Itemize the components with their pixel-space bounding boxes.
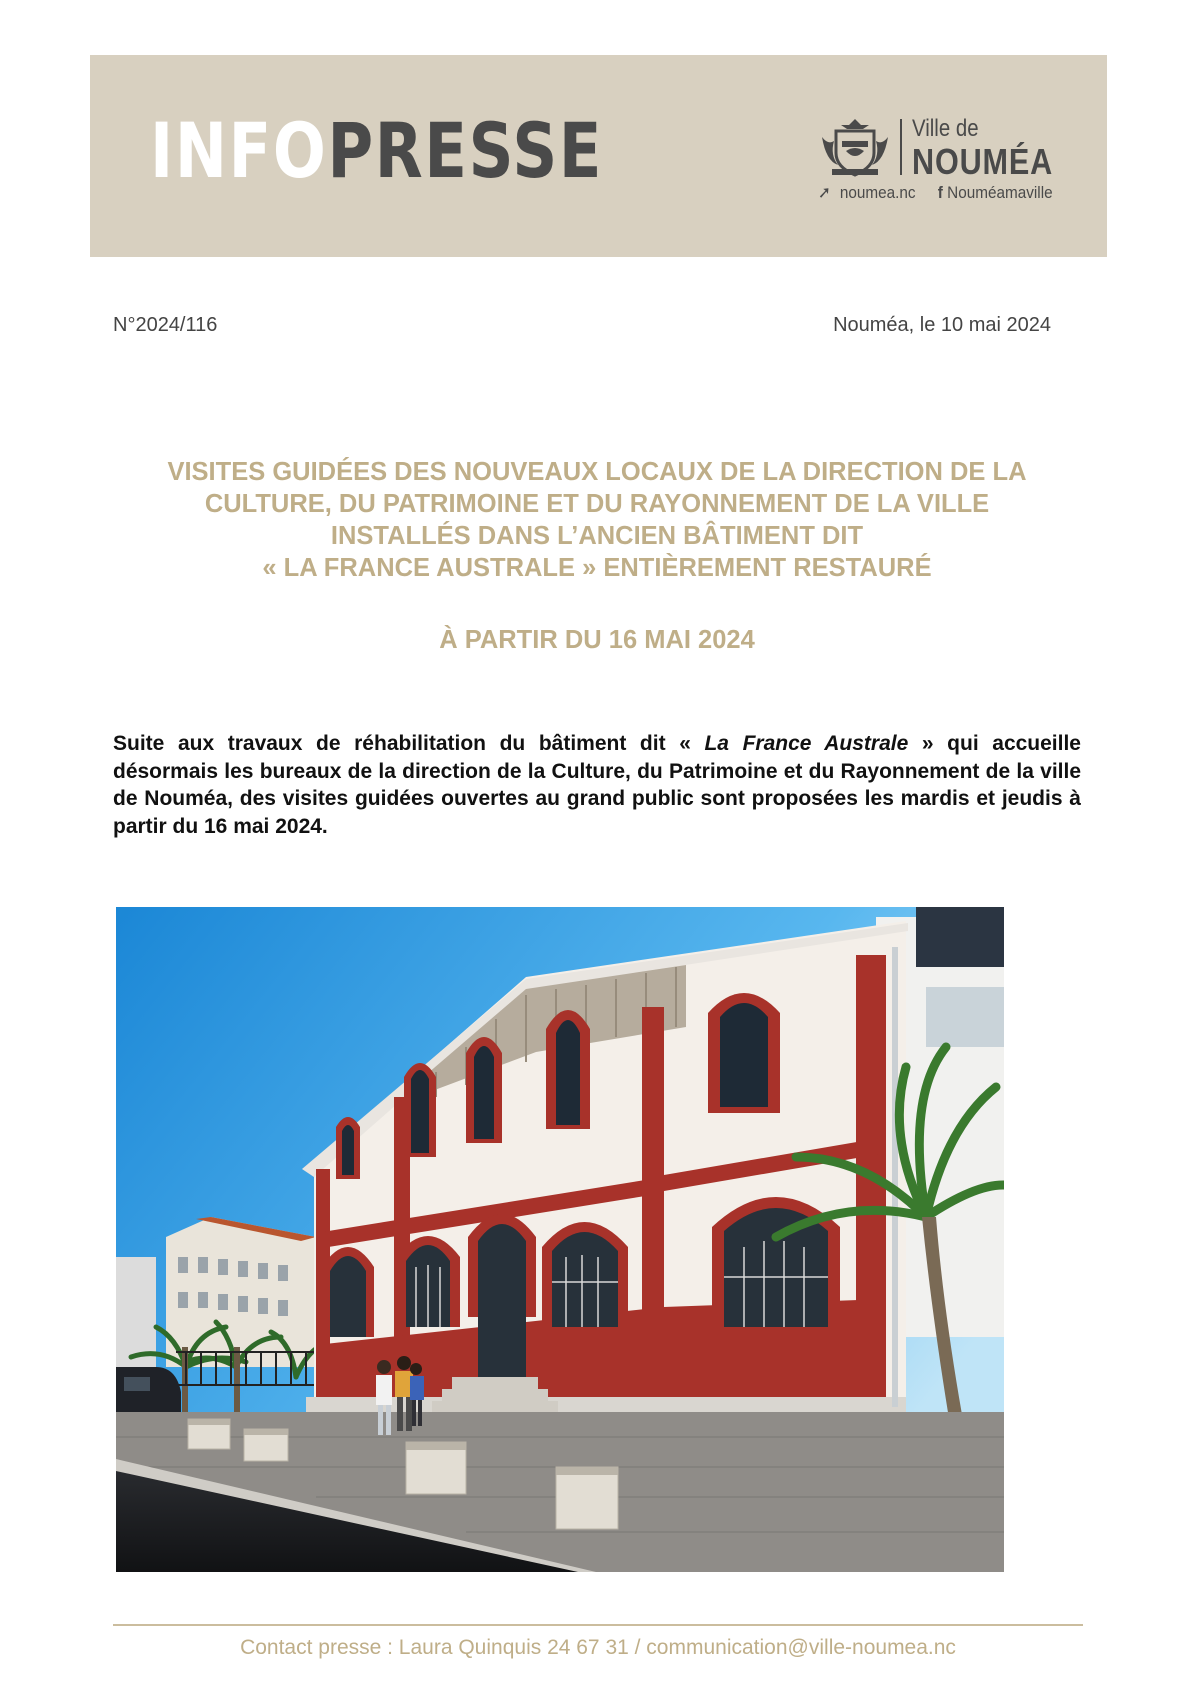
building-illustration [116,907,1004,1572]
lead-text-start: Suite aux travaux de réhabilitation du bâtiment dit « [113,732,705,755]
city-logo-divider [900,119,902,175]
building-photo [116,907,1004,1572]
website-link[interactable] [818,183,925,202]
press-contact: Contact presse : Laura Quinquis 24 67 31 / communication@ville-noumea.nc [240,1636,956,1659]
logo-info: INFO [150,106,328,195]
facebook-link[interactable] [938,183,1062,202]
city-name-big: NOUMÉA [912,141,1054,182]
infopresse-logo [150,106,604,195]
title-line: VISITES GUIDÉES DES NOUVEAUX LOCAUX DE LA DIRECTION DE LA [167,458,1027,486]
facebook-text: Nouméamaville [947,183,1053,202]
footer-rule [113,1624,1083,1626]
lead-paragraph [113,730,1081,840]
title-line: « LA FRANCE AUSTRALE » ENTIÈREMENT RESTAURÉ [262,554,932,582]
press-subtitle: À PARTIR DU 16 MAI 2024 [439,626,755,654]
website-text: noumea.nc [839,183,916,202]
title-line: CULTURE, DU PATRIMOINE ET DU RAYONNEMENT DE LA VILLE [204,490,990,518]
facebook-icon: f [937,183,943,202]
city-crest-icon [818,117,892,179]
city-logo [818,115,1058,207]
arrow-icon: ➚ [818,183,831,202]
logo-presse: PRESSE [327,106,604,195]
lead-italic-name: La France Australe [704,732,909,755]
header-banner [90,55,1107,257]
press-title [110,456,1084,584]
publication-date: Nouméa, le 10 mai 2024 [833,314,1051,336]
title-line: INSTALLÉS DANS L’ANCIEN BÂTIMENT DIT [330,522,864,550]
lead-text-end: » qui accueille désormais les bureaux de la direction de la Culture, du Patrimoine et du Rayonnement de la ville de Nouméa, des visites guidées ouvertes au grand public sont proposées les mardis et jeudis à partir du 16 mai 2024. [113,732,1081,838]
city-name-small: Ville de [912,115,979,142]
reference-number: N°2024/116 [113,314,218,336]
city-links [818,183,1071,203]
